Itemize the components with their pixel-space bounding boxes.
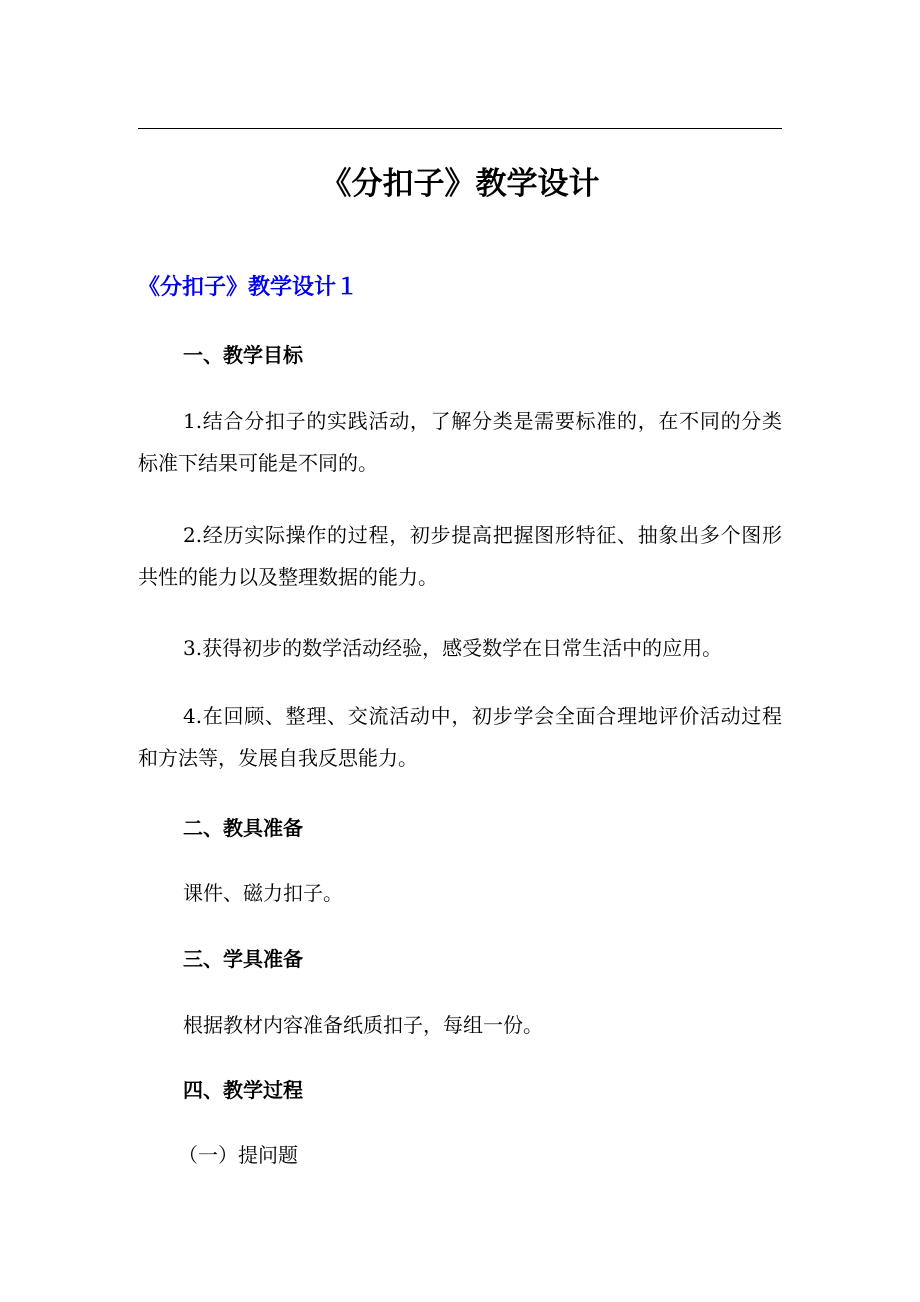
teacher-tools-text: 课件、磁力扣子。	[183, 881, 343, 905]
top-divider	[138, 128, 782, 129]
section-title: 《分扣子》教学设计１	[138, 275, 359, 300]
heading-teacher-tools: 二、教具准备	[183, 816, 303, 840]
process-subheading-1: （一）提问题	[178, 1143, 298, 1167]
goal-item-1: 1.结合分扣子的实践活动，了解分类是需要标准的，在不同的分类标准下结果可能是不同的。	[138, 409, 782, 475]
goal-item-2: 2.经历实际操作的过程，初步提高把握图形特征、抽象出多个图形共性的能力以及整理数据的能力。	[138, 523, 782, 589]
student-tools-text: 根据教材内容准备纸质扣子，每组一份。	[183, 1013, 543, 1037]
goal-item-3: 3.获得初步的数学活动经验，感受数学在日常生活中的应用。	[183, 636, 723, 660]
document-title: 《分扣子》教学设计	[320, 166, 600, 202]
heading-teaching-goals: 一、教学目标	[183, 343, 303, 367]
heading-teaching-process: 四、教学过程	[183, 1078, 303, 1102]
heading-student-tools: 三、学具准备	[183, 947, 303, 971]
goal-item-4: 4.在回顾、整理、交流活动中，初步学会全面合理地评价活动过程和方法等，发展自我反思能力。	[138, 704, 782, 770]
